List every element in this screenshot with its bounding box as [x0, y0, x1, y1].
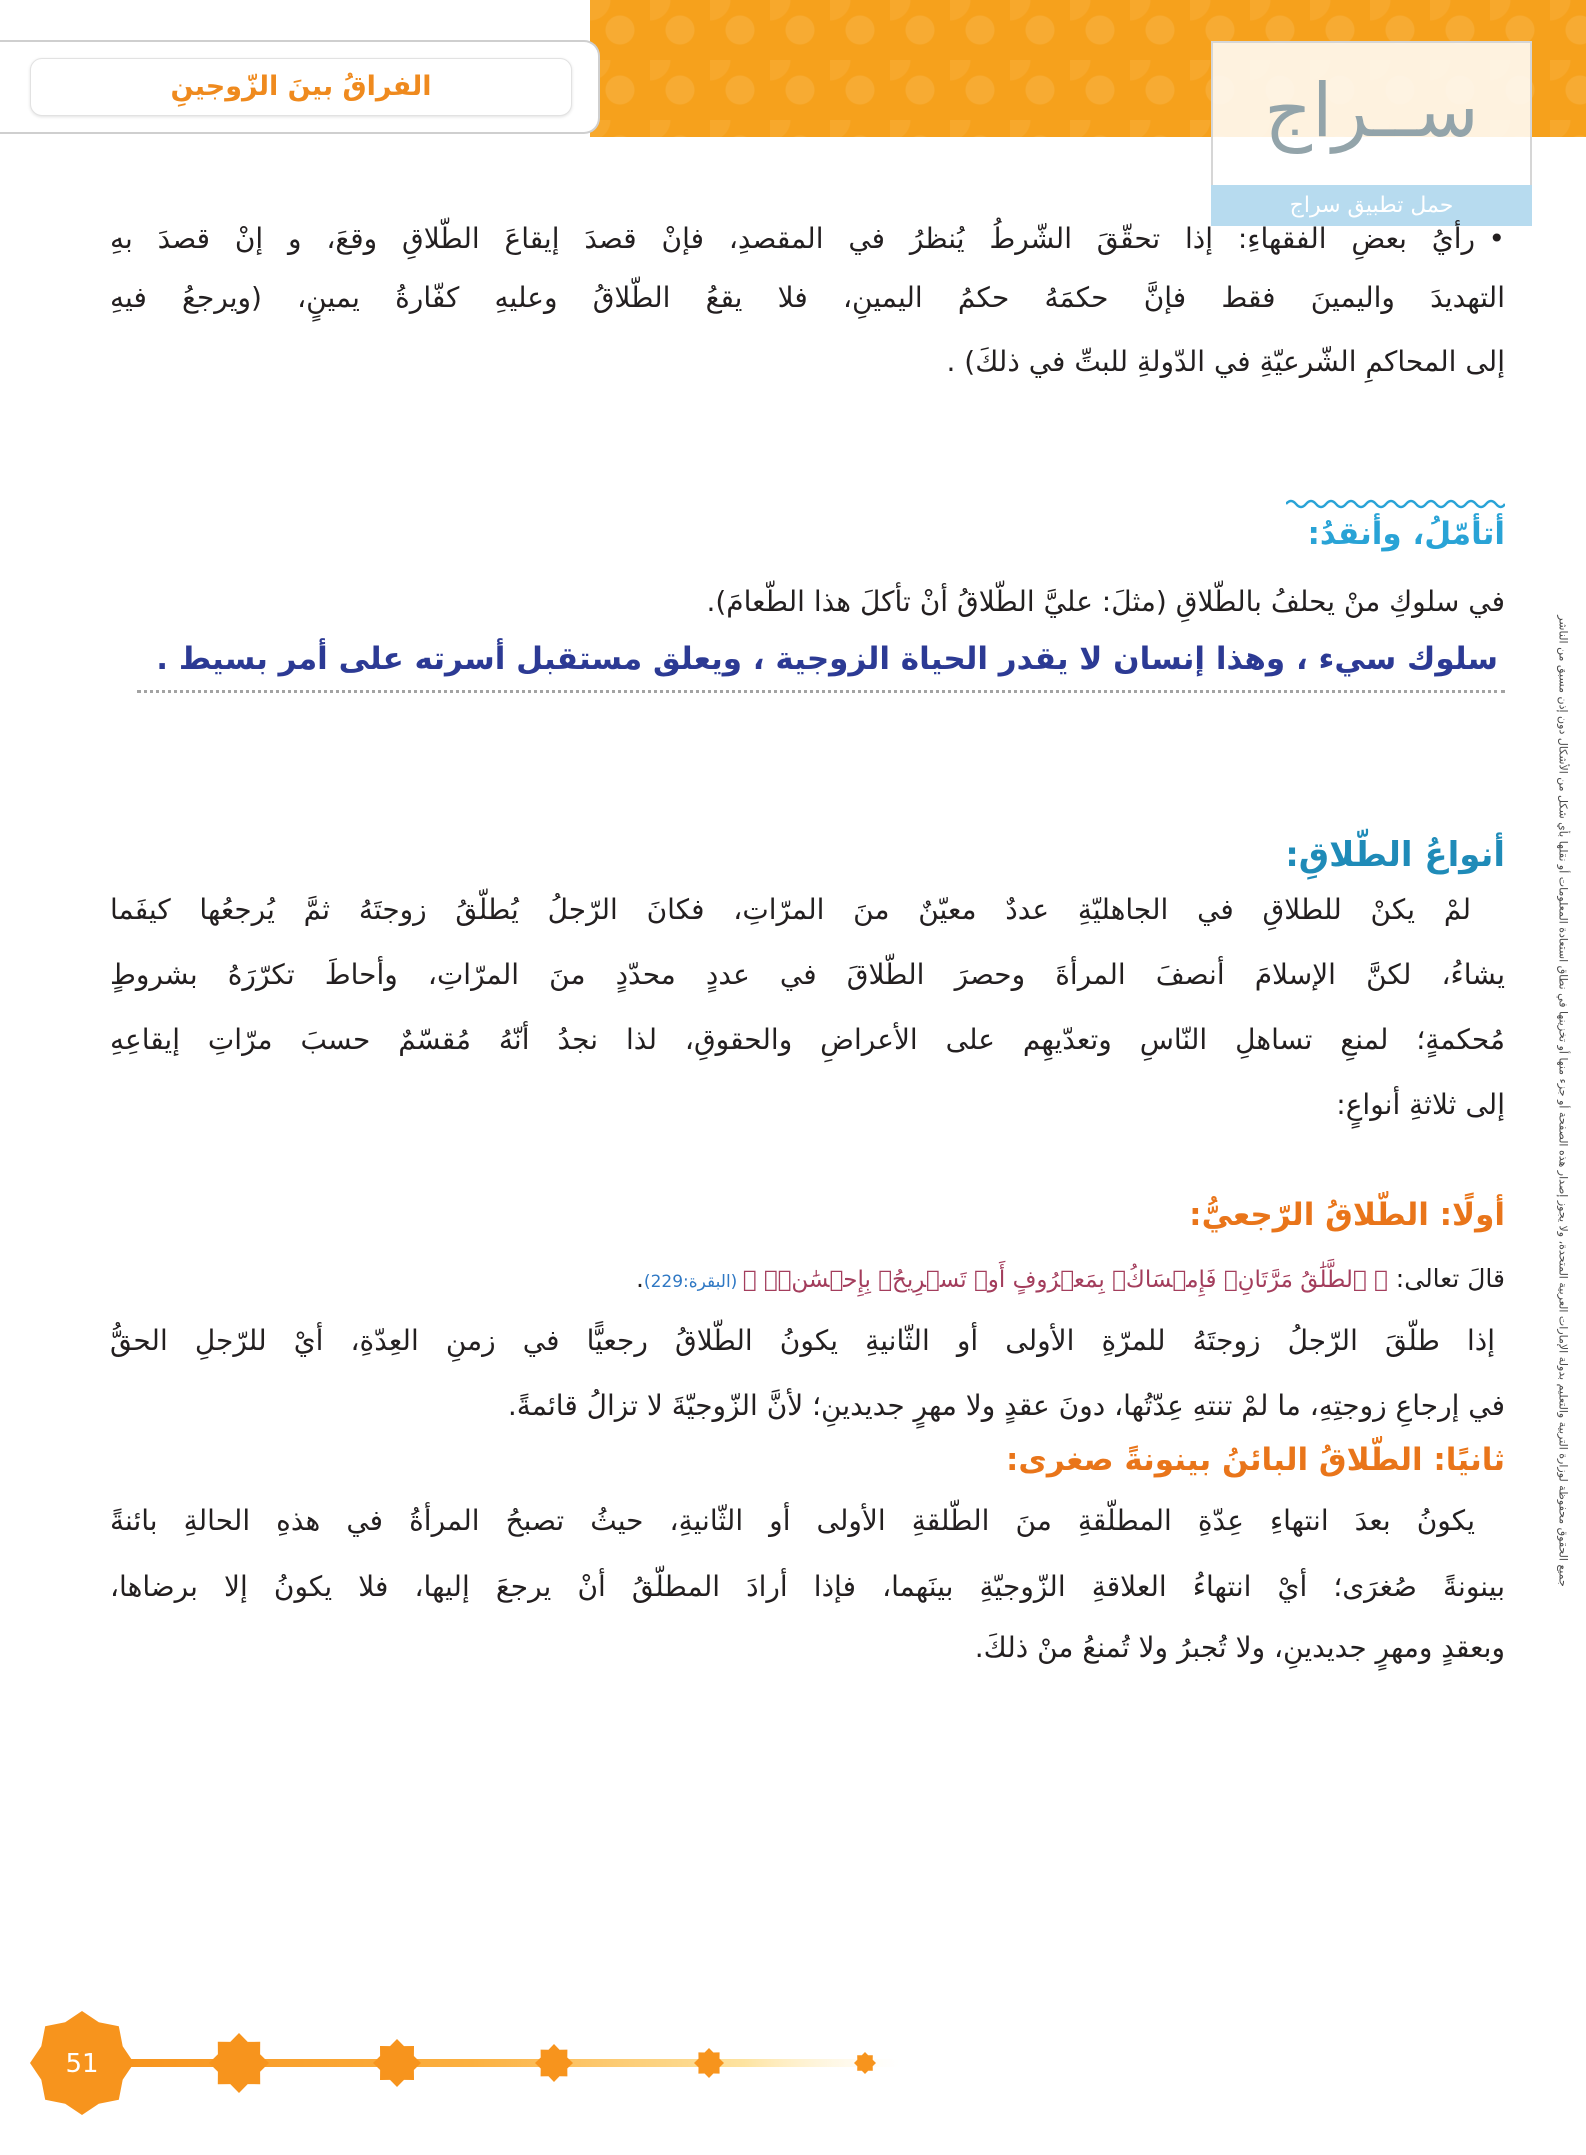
reflect-heading: أتأمّلُ، وأنقدُ: [1307, 516, 1505, 552]
second-type-heading: ثانيًا: الطّلاقُ البائنُ بينونةً صغرى: [1006, 1442, 1505, 1478]
quote-intro: قالَ تعالى: [1387, 1264, 1505, 1293]
chapter-title-box [0, 40, 600, 134]
verse-reference: (البقرة:229) [643, 1272, 743, 1292]
copyright-notice: جميع الحقوق محفوظة لوزارة التربية والتعليم بدولة الإمارات العربية المتحدة، ولا يجوز إصدار هذه الصفحة أو جزء منها أو تخزينها في نطاق استعادة المعلومات أو نقلها بأي شكل من الأشكال دون إذن مسبق من الناشر [1556, 615, 1570, 1587]
siraj-logo [1211, 41, 1532, 226]
types-line-1: لمْ يكنْ للطلاقِ في الجاهليّةِ عددٌ معيّنٌ منَ المرّاتِ، فكانَ الرّجلُ يُطلّقُ زوجتَهُ ثمَّ يُرجعُها كيفَما [110, 893, 1471, 926]
bullet-line-1: رأيُ بعضِ الفقهاءِ: إذا تحقّقَ الشّرطُ يُنظرُ في المقصدِ، فإنْ قصدَ إيقاعَ الطّلاقِ وقعَ، و إنْ قصدَ بهِ [110, 222, 1475, 255]
siraj-wordmark: ســراج [1211, 41, 1532, 185]
second-type-line-3: وبعقدٍ ومهرٍ جديدينِ، ولا تُجبرُ ولا تُمنعُ منْ ذلكَ. [974, 1631, 1505, 1664]
first-type-heading: أولًا: الطّلاقُ الرّجعيُّ: [1189, 1197, 1505, 1233]
types-line-2: يشاءُ، لكنَّ الإسلامَ أنصفَ المرأةَ وحصرَ الطّلاقَ في عددٍ محدّدٍ منَ المرّاتِ، وأحاطَ تكرّرَهُ بشروطٍ [110, 958, 1505, 991]
bullet-icon: • [1488, 222, 1505, 255]
footer-ornament [0, 1990, 950, 2140]
footer-star-icon [209, 2033, 269, 2093]
quran-verse: ﴿ ٱلطَّلَٰقُ مَرَّتَانِۖ فَإِمۡسَاكُۢ بِمَعۡرُوفٍ أَوۡ تَسۡرِيحُۢ بِإِحۡسَٰنٖۗ ﴾ [742, 1267, 1388, 1293]
page-number: 51 [65, 2049, 99, 2079]
types-line-4: إلى ثلاثةِ أنواعٍ: [1336, 1088, 1505, 1121]
footer-star-icon [854, 2052, 876, 2074]
footer-star-icon [373, 2039, 421, 2087]
types-heading: أنواعُ الطّلاقِ: [1285, 835, 1505, 875]
chapter-title: الفراقُ بينَ الزّوجينِ [30, 58, 572, 116]
footer-star-icon [535, 2044, 573, 2082]
first-type-line-1: إذا طلّقَ الرّجلُ زوجتَهُ للمرّةِ الأولى أو الثّانيةِ يكونُ الطّلاقُ رجعيًّا في زمنِ العِدّةِ، أيْ للرّجلِ الحقُّ [110, 1324, 1495, 1357]
quran-quote [636, 1254, 1505, 1304]
types-line-3: مُحكمةٍ؛ لمنعِ تساهلِ النّاسِ وتعدّيهِم على الأعراضِ والحقوقِ، لذا نجدُ أنّهُ مُقسّمٌ حسبَ مرّاتِ إيقاعِهِ [110, 1023, 1505, 1056]
siraj-tagline: حمل تطبيق سراج [1211, 185, 1532, 226]
bullet-line-3: إلى المحاكمِ الشّرعيّةِ في الدّولةِ للبتِّ في ذلكَ) . [946, 345, 1505, 378]
first-type-line-2: في إرجاعِ زوجتِهِ، ما لمْ تنتهِ عِدّتُها، دونَ عقدٍ ولا مهرٍ جديدينِ؛ لأنَّ الزّوجيّةَ لا تزالُ قائمةً. [507, 1389, 1505, 1422]
second-type-line-1: يكونُ بعدَ انتهاءِ عِدّةِ المطلّقةِ منَ الطّلقةِ الأولى أو الثّانيةِ، حيثُ تصبحُ المرأةُ في هذهِ الحالةِ بائنةً [110, 1504, 1475, 1537]
footer-star-icon [694, 2048, 724, 2078]
reflect-question: في سلوكِ منْ يحلفُ بالطّلاقِ (مثلَ: عليَّ الطّلاقُ أنْ تأكلَ هذا الطّعامَ). [706, 585, 1505, 618]
reflect-answer: سلوك سيء ، وهذا إنسان لا يقدر الحياة الزوجية ، ويعلق مستقبل أسرته على أمر بسيط . [156, 641, 1498, 677]
quote-end: . [635, 1264, 644, 1293]
second-type-line-2: بينونةً صُغرَى؛ أيْ انتهاءُ العلاقةِ الزّوجيّةِ بينَهما، فإذا أرادَ المطلّقُ أنْ يرجعَ إليها، فلا يكونُ إلا برضاها، [110, 1570, 1505, 1603]
bullet-line-2: التهديدَ واليمينَ فقط فإنَّ حكمَهُ حكمُ اليمينِ، فلا يقعُ الطّلاقُ وعليهِ كفّارةُ يمينٍ، (ويرجعُ فيهِ [110, 281, 1505, 314]
answer-dotted-line [137, 690, 1505, 693]
